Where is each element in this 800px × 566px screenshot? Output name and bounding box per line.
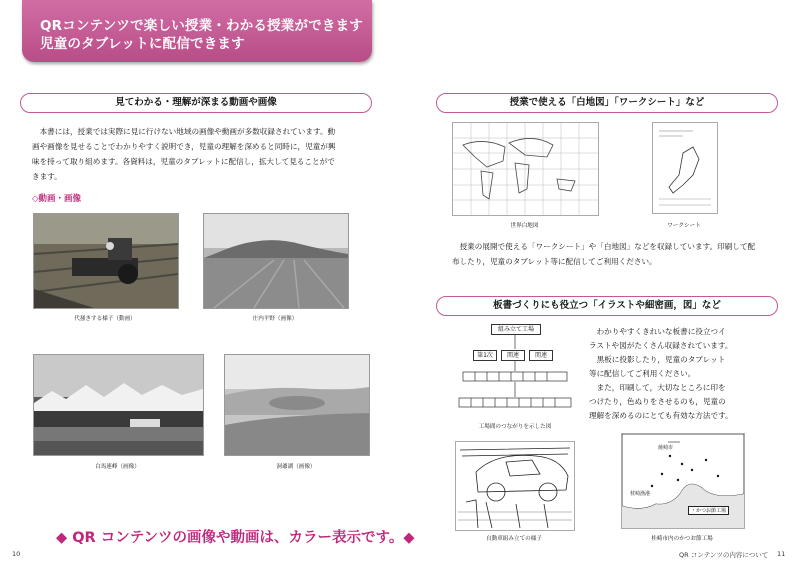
caption-lake: 洞爺湖（画像） bbox=[276, 464, 316, 470]
text-line: 黒板に投影したり，児童のタブレット bbox=[589, 355, 726, 364]
footer-label: QR コンテンツの内容について bbox=[679, 551, 769, 559]
text-line: また，印刷して，大切なところに印を bbox=[589, 383, 726, 392]
text-line: 画や画像を見せることでわかりやすく説明でき，児童の理解を深めると同時に，児童が興 bbox=[32, 142, 336, 151]
diagram-box: 第1次 bbox=[473, 350, 497, 361]
color-notice: ◆ QR コンテンツの画像や動画は、カラー表示です。◆ bbox=[56, 530, 415, 546]
text-line: 等に配信してご利用ください。 bbox=[589, 369, 696, 378]
text-line: 布したり，児童のタブレット等に配信してご利用ください。 bbox=[452, 257, 657, 266]
map-label-port: 枕崎漁港 bbox=[630, 491, 651, 497]
text-line: ラストや図がたくさん収録されています。 bbox=[589, 341, 733, 350]
left-paragraph bbox=[32, 124, 372, 184]
car-assembly-illustration bbox=[455, 441, 575, 531]
map-legend: ・かつお節工場 bbox=[688, 506, 729, 515]
right-section-heading-2: 板書づくりにも役立つ「イラストや細密画，図」など bbox=[436, 296, 778, 316]
map-label-city: 焼崎市 bbox=[658, 445, 674, 451]
text-line: 味を持って取り組めます。各資料は，児童のタブレットに配信し，拡大して見ることがで bbox=[32, 157, 335, 166]
media-subheading: ◇動画・画像 bbox=[32, 194, 82, 204]
header-banner bbox=[22, 0, 372, 62]
banner-line-2: 児童のタブレットに配信できます bbox=[40, 36, 245, 52]
diagram-top-box: 組み立て工場 bbox=[491, 324, 541, 335]
text-line: きます。 bbox=[32, 172, 62, 181]
text-line: 理解を深めるのにとても有効な方法です。 bbox=[589, 411, 733, 420]
caption-diagram: 工場間のつながりを示した図 bbox=[478, 424, 552, 430]
diagram-box: 関連 bbox=[529, 350, 553, 361]
lake-photo bbox=[224, 354, 370, 456]
caption-map: 桂崎市内のかつお節工場 bbox=[651, 536, 713, 542]
caption-car-assembly: 自動車組み立ての様子 bbox=[486, 536, 542, 542]
caption-worksheet: ワークシート bbox=[667, 223, 701, 229]
right-section-heading-1: 授業で使える「白地図」「ワークシート」など bbox=[436, 93, 778, 113]
text-line: つけたり，色ぬりをさせるのも，児童の bbox=[589, 397, 726, 406]
caption-plain: 庄内平野（画像） bbox=[252, 316, 298, 322]
plain-photo bbox=[203, 213, 349, 309]
text-line: 本書には，授業では実際に見に行けない地域の画像や動画が多数収録されています。動 bbox=[32, 127, 336, 136]
left-section-heading: 見てわかる・理解が深まる動画や画像 bbox=[20, 93, 372, 113]
mountain-photo bbox=[33, 354, 204, 456]
tractor-photo bbox=[33, 213, 179, 309]
caption-tractor: 代掻きする様子（動画） bbox=[74, 316, 136, 322]
right-paragraph-2 bbox=[589, 325, 789, 423]
banner-line-1: QRコンテンツで楽しい授業・わかる授業ができます bbox=[40, 18, 363, 34]
right-paragraph-1 bbox=[452, 239, 787, 269]
worksheet-thumbnail bbox=[652, 122, 718, 214]
page-number-left: 10 bbox=[12, 550, 21, 558]
world-map-thumbnail bbox=[452, 122, 599, 216]
page-number-right: 11 bbox=[777, 550, 786, 558]
caption-mountain: 白馬連峰（画像） bbox=[95, 464, 140, 470]
caption-world-map: 世界白地図 bbox=[510, 223, 539, 229]
factory-map bbox=[621, 433, 745, 529]
factory-diagram bbox=[455, 322, 575, 432]
diagram-box: 関連 bbox=[501, 350, 525, 361]
text-line: 授業の展開で使える「ワークシート」や「白地図」などを収録しています。印刷して配 bbox=[452, 242, 756, 251]
text-line: わかりやすくきれいな板書に役立つイ bbox=[589, 327, 726, 336]
